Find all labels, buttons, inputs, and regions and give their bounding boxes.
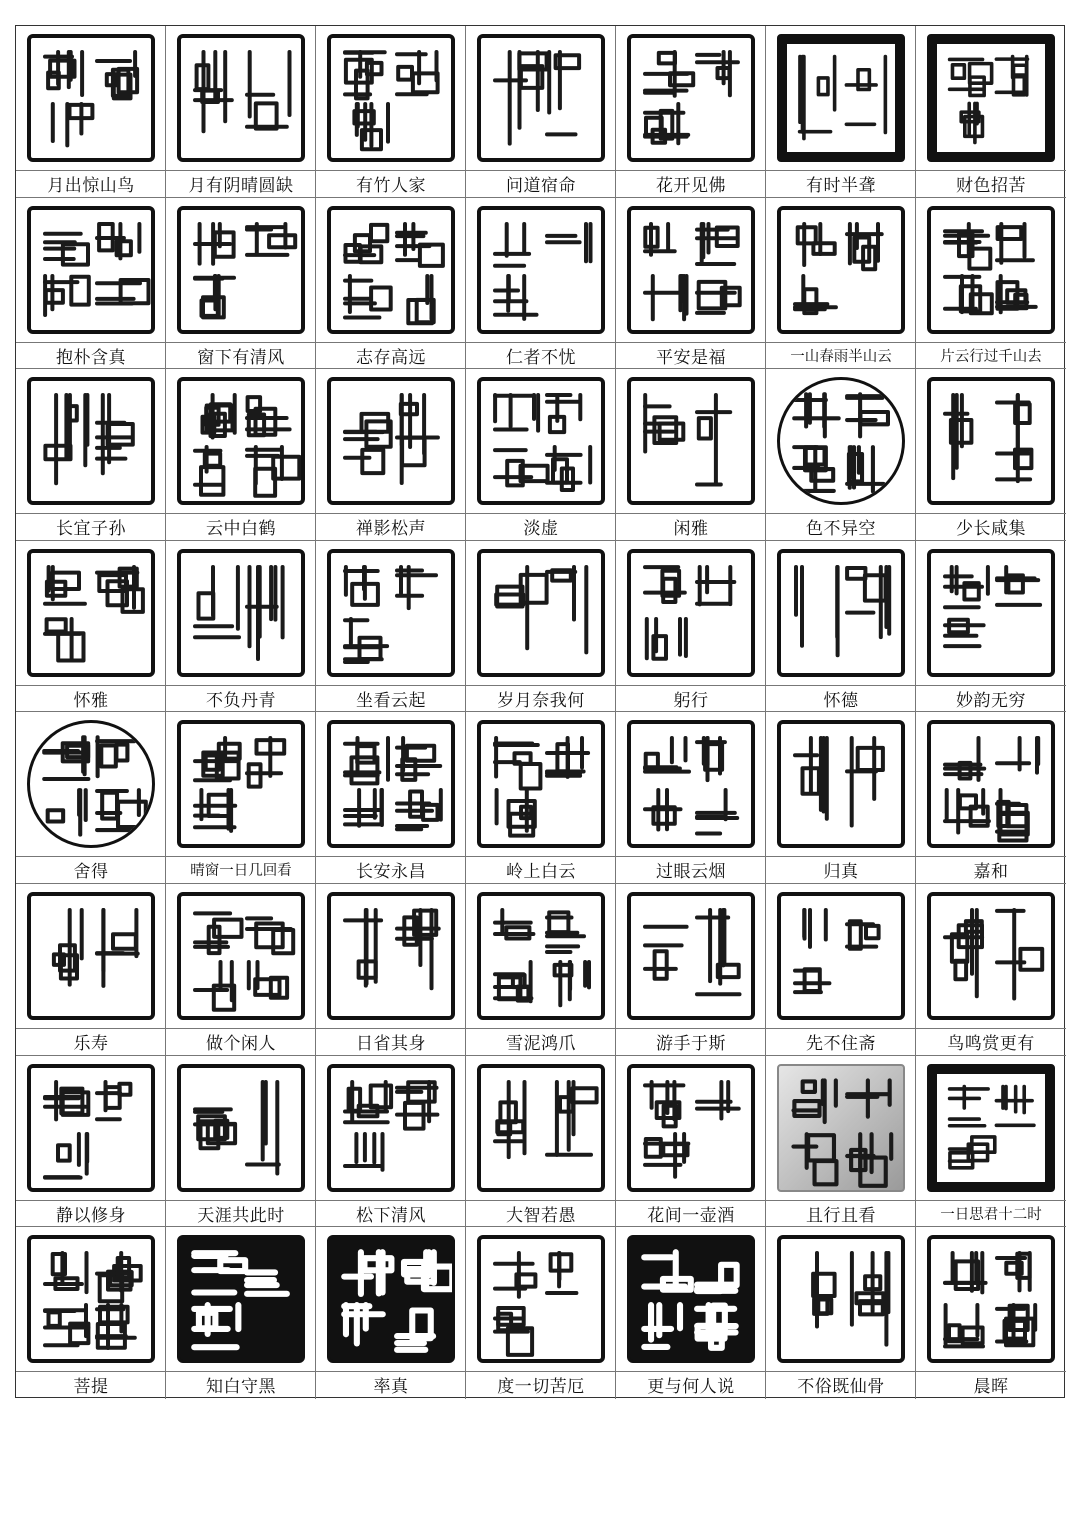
seal-cell [616, 884, 766, 1056]
seal-cell [466, 198, 616, 370]
seal-caption: 片云行过千山去 [940, 348, 1042, 365]
seal-stamp-image [477, 377, 605, 505]
seal-script-glyphs [481, 381, 601, 501]
seal-cell [166, 369, 316, 541]
seal-script-glyphs [931, 1239, 1051, 1359]
seal-image-area [766, 369, 916, 514]
seal-cell [616, 1056, 766, 1228]
seal-cell [316, 884, 466, 1056]
seal-image-area [16, 712, 166, 857]
seal-image-area [316, 369, 466, 514]
seal-script-glyphs [181, 1068, 301, 1188]
seal-image-area [466, 712, 616, 857]
seal-stamp-image [327, 549, 455, 677]
seal-cell [16, 26, 166, 198]
seal-caption: 怀德 [823, 690, 859, 711]
seal-cell [616, 26, 766, 198]
seal-script-glyphs [931, 724, 1051, 844]
seal-image-area [166, 369, 316, 514]
seal-stamp-image [27, 206, 155, 334]
seal-image-area [616, 541, 766, 686]
seal-cell [16, 1227, 166, 1399]
seal-script-glyphs [781, 553, 901, 673]
seal-caption: 岁月奈我何 [497, 690, 585, 711]
seal-stamp-image [927, 720, 1055, 848]
seal-script-glyphs [781, 210, 901, 330]
seal-caption: 且行且看 [806, 1205, 876, 1226]
seal-stamp-image [27, 720, 155, 848]
seal-image-area [766, 1056, 916, 1201]
seal-stamp-image [927, 1064, 1055, 1192]
seal-cell [166, 26, 316, 198]
seal-caption: 淡虚 [523, 519, 559, 540]
seal-stamp-image [627, 206, 755, 334]
seal-caption: 长宜子孙 [56, 519, 126, 540]
seal-stamp-image [177, 892, 305, 1020]
seal-stamp-image [627, 892, 755, 1020]
seal-cell [916, 369, 1066, 541]
seal-image-area [616, 1227, 766, 1372]
seal-script-glyphs [937, 44, 1045, 152]
seal-stamp-image [177, 377, 305, 505]
seal-cell [916, 198, 1066, 370]
seal-caption: 大智若愚 [506, 1205, 576, 1226]
seal-stamp-image [327, 34, 455, 162]
seal-caption: 色不异空 [806, 519, 876, 540]
seal-caption: 天涯共此时 [197, 1205, 285, 1226]
seal-cell [466, 712, 616, 884]
seal-cell [466, 1056, 616, 1228]
seal-stamp-image [927, 892, 1055, 1020]
seal-script-glyphs [31, 896, 151, 1016]
seal-caption: 妙韵无穷 [956, 690, 1026, 711]
seal-image-area [766, 884, 916, 1029]
seal-caption: 坐看云起 [356, 690, 426, 711]
seal-caption: 过眼云烟 [656, 862, 726, 883]
seal-stamp-image [27, 1064, 155, 1192]
seal-image-area [16, 198, 166, 343]
seal-stamp-image [777, 549, 905, 677]
seal-caption: 知白守黑 [206, 1377, 276, 1398]
seal-cell [466, 1227, 616, 1399]
seal-caption: 晴窗一日几回看 [190, 863, 292, 880]
seal-stamp-image [777, 720, 905, 848]
seal-script-glyphs [481, 553, 601, 673]
seal-caption: 月有阴晴圆缺 [188, 176, 294, 196]
seal-image-area [316, 1056, 466, 1201]
seal-script-glyphs [181, 896, 301, 1016]
seal-script-glyphs [31, 1068, 151, 1188]
seal-stamp-image [27, 34, 155, 162]
seal-script-glyphs [931, 381, 1051, 501]
seal-stamp-image [27, 377, 155, 505]
seal-script-glyphs [781, 1239, 901, 1359]
seal-image-area [466, 198, 616, 343]
seal-cell [916, 1227, 1066, 1399]
seal-stamp-image [477, 1064, 605, 1192]
seal-stamp-image [477, 892, 605, 1020]
seal-image-area [616, 884, 766, 1029]
seal-caption: 日省其身 [356, 1034, 426, 1054]
seal-cell [316, 541, 466, 713]
seal-script-glyphs [331, 381, 451, 501]
seal-script-glyphs [481, 210, 601, 330]
seal-image-area [916, 1227, 1066, 1372]
seal-stamp-image [627, 720, 755, 848]
seal-script-glyphs [331, 553, 451, 673]
seal-stamp-image [927, 206, 1055, 334]
seal-image-area [166, 884, 316, 1029]
seal-image-area [916, 712, 1066, 857]
seal-cell [766, 712, 916, 884]
seal-image-area [316, 541, 466, 686]
seal-caption: 静以修身 [56, 1205, 126, 1226]
seal-stamp-image [777, 1064, 905, 1192]
seal-image-area [466, 1056, 616, 1201]
seal-stamp-image [927, 34, 1055, 162]
seal-cell [616, 712, 766, 884]
seal-script-glyphs [331, 724, 451, 844]
seal-stamp-image [627, 34, 755, 162]
seal-caption: 花开见佛 [656, 176, 726, 196]
seal-cell [16, 884, 166, 1056]
seal-stamp-image [327, 720, 455, 848]
seal-image-area [166, 26, 316, 171]
seal-caption: 怀雅 [73, 690, 109, 711]
seal-caption: 志存高远 [356, 347, 426, 368]
seal-cell [316, 26, 466, 198]
seal-image-area [616, 712, 766, 857]
seal-stamp-image [177, 206, 305, 334]
seal-cell [916, 26, 1066, 198]
seal-script-glyphs [181, 724, 301, 844]
seal-cell [166, 198, 316, 370]
seal-cell [316, 712, 466, 884]
seal-stamp-image [777, 377, 905, 505]
seal-image-area [166, 198, 316, 343]
seal-cell [916, 1056, 1066, 1228]
seal-stamp-image [777, 206, 905, 334]
seal-script-glyphs [330, 1238, 452, 1360]
seal-image-area [766, 1227, 916, 1372]
seal-image-area [616, 26, 766, 171]
seal-image-area [616, 369, 766, 514]
seal-caption: 松下清风 [356, 1205, 426, 1226]
seal-caption: 晨晖 [973, 1377, 1009, 1398]
seal-script-glyphs [31, 553, 151, 673]
seal-stamp-image [177, 549, 305, 677]
seal-script-glyphs [631, 553, 751, 673]
seal-script-glyphs [481, 38, 601, 158]
seal-image-area [766, 26, 916, 171]
seal-catalog-sheet [15, 25, 1065, 1398]
seal-script-glyphs [631, 210, 751, 330]
seal-script-glyphs [481, 896, 601, 1016]
seal-caption: 闲雅 [673, 519, 709, 540]
seal-script-glyphs [31, 210, 151, 330]
seal-stamp-image [327, 1235, 455, 1363]
seal-image-area [916, 198, 1066, 343]
seal-cell [916, 712, 1066, 884]
seal-image-area [466, 1227, 616, 1372]
seal-script-glyphs [181, 210, 301, 330]
seal-caption: 少长咸集 [956, 519, 1026, 540]
seal-stamp-image [327, 206, 455, 334]
seal-caption: 抱朴含真 [56, 347, 126, 368]
seal-caption: 岭上白云 [506, 862, 576, 883]
seal-cell [766, 1227, 916, 1399]
seal-stamp-image [477, 720, 605, 848]
seal-image-area [316, 1227, 466, 1372]
seal-stamp-image [27, 549, 155, 677]
seal-cell [766, 884, 916, 1056]
seal-script-glyphs [780, 380, 902, 502]
seal-image-area [316, 712, 466, 857]
seal-image-area [766, 198, 916, 343]
seal-caption: 有竹人家 [356, 176, 426, 196]
seal-cell [616, 369, 766, 541]
seal-cell [316, 1056, 466, 1228]
seal-caption: 乐寿 [73, 1034, 109, 1054]
seal-stamp-image [477, 549, 605, 677]
seal-caption: 云中白鹤 [206, 519, 276, 540]
seal-caption: 游手于斯 [656, 1034, 726, 1054]
seal-script-glyphs [631, 381, 751, 501]
seal-image-area [16, 884, 166, 1029]
seal-caption: 长安永昌 [356, 862, 426, 883]
seal-script-glyphs [631, 724, 751, 844]
seal-script-glyphs [481, 724, 601, 844]
seal-caption: 财色招苦 [956, 176, 1026, 196]
seal-image-area [466, 369, 616, 514]
seal-cell [766, 1056, 916, 1228]
seal-image-area [916, 884, 1066, 1029]
seal-caption: 花间一壶酒 [647, 1205, 735, 1226]
seal-stamp-image [27, 892, 155, 1020]
seal-stamp-image [477, 206, 605, 334]
seal-stamp-image [927, 549, 1055, 677]
seal-cell [916, 541, 1066, 713]
seal-stamp-image [627, 1064, 755, 1192]
seal-image-area [166, 1056, 316, 1201]
seal-image-area [166, 712, 316, 857]
seal-cell [166, 541, 316, 713]
seal-stamp-image [327, 377, 455, 505]
seal-caption: 鸟鸣赏更有 [947, 1034, 1035, 1054]
seal-caption: 菩提 [73, 1377, 109, 1398]
seal-cell [16, 369, 166, 541]
seal-script-glyphs [779, 1066, 903, 1190]
seal-stamp-image [327, 1064, 455, 1192]
seal-image-area [916, 26, 1066, 171]
seal-stamp-image [777, 1235, 905, 1363]
seal-stamp-image [27, 1235, 155, 1363]
seal-stamp-image [927, 1235, 1055, 1363]
seal-script-glyphs [31, 381, 151, 501]
seal-caption: 一山春雨半山云 [790, 348, 892, 365]
seal-script-glyphs [31, 1239, 151, 1359]
seal-stamp-image [177, 1235, 305, 1363]
seal-cell [166, 1056, 316, 1228]
seal-stamp-image [627, 1235, 755, 1363]
seal-caption: 月出惊山鸟 [47, 176, 135, 196]
seal-caption: 仁者不忧 [506, 347, 576, 368]
seal-script-glyphs [481, 1239, 601, 1359]
seal-script-glyphs [181, 553, 301, 673]
seal-stamp-image [177, 720, 305, 848]
seal-cell [916, 884, 1066, 1056]
seal-image-area [916, 1056, 1066, 1201]
seal-caption: 有时半聋 [806, 176, 876, 196]
seal-image-area [166, 541, 316, 686]
seal-script-glyphs [481, 1068, 601, 1188]
seal-caption: 不俗既仙骨 [797, 1377, 885, 1398]
seal-cell [16, 198, 166, 370]
seal-cell [466, 541, 616, 713]
seal-image-area [466, 884, 616, 1029]
seal-cell [466, 369, 616, 541]
seal-caption: 率真 [373, 1377, 409, 1398]
seal-caption: 问道宿命 [506, 176, 576, 196]
seal-image-area [16, 1056, 166, 1201]
seal-cell [166, 884, 316, 1056]
seal-caption: 雪泥鸿爪 [506, 1034, 576, 1054]
seal-image-area [616, 1056, 766, 1201]
seal-caption: 舍得 [73, 862, 109, 883]
seal-cell [616, 1227, 766, 1399]
seal-stamp-image [177, 34, 305, 162]
seal-script-glyphs [631, 1068, 751, 1188]
seal-stamp-image [477, 1235, 605, 1363]
seal-script-glyphs [180, 1238, 302, 1360]
seal-script-glyphs [787, 44, 895, 152]
seal-script-glyphs [630, 1238, 752, 1360]
seal-image-area [916, 541, 1066, 686]
seal-stamp-image [627, 549, 755, 677]
seal-caption: 归真 [823, 862, 859, 883]
seal-script-glyphs [631, 896, 751, 1016]
seal-image-area [16, 541, 166, 686]
seal-script-glyphs [631, 38, 751, 158]
seal-cell [166, 1227, 316, 1399]
seal-stamp-image [177, 1064, 305, 1192]
seal-script-glyphs [331, 210, 451, 330]
seal-caption: 平安是福 [656, 347, 726, 368]
seal-script-glyphs [331, 1068, 451, 1188]
seal-image-area [16, 369, 166, 514]
seal-cell [616, 198, 766, 370]
seal-image-area [766, 712, 916, 857]
seal-script-glyphs [931, 553, 1051, 673]
seal-script-glyphs [331, 38, 451, 158]
seal-cell [316, 198, 466, 370]
seal-caption: 躬行 [673, 690, 709, 711]
seal-image-area [16, 1227, 166, 1372]
seal-caption: 不负丹青 [206, 690, 276, 711]
seal-script-glyphs [931, 896, 1051, 1016]
seal-image-area [316, 884, 466, 1029]
seal-image-area [16, 26, 166, 171]
seal-cell [166, 712, 316, 884]
seal-caption: 嘉和 [973, 862, 1009, 883]
seal-caption: 禅影松声 [356, 519, 426, 540]
seal-stamp-image [777, 34, 905, 162]
seal-stamp-image [777, 892, 905, 1020]
seal-cell [466, 26, 616, 198]
seal-script-glyphs [30, 723, 152, 845]
seal-stamp-image [627, 377, 755, 505]
seal-stamp-image [927, 377, 1055, 505]
seal-cell [766, 541, 916, 713]
seal-caption: 一日思君十二时 [940, 1206, 1042, 1223]
seal-cell [616, 541, 766, 713]
seal-caption: 先不住斋 [806, 1034, 876, 1054]
seal-cell [766, 369, 916, 541]
seal-stamp-image [327, 892, 455, 1020]
seal-cell [316, 369, 466, 541]
seal-cell [766, 26, 916, 198]
seal-stamp-image [477, 34, 605, 162]
seal-script-glyphs [31, 38, 151, 158]
seal-caption: 做个闲人 [206, 1034, 276, 1054]
seal-script-glyphs [181, 381, 301, 501]
seal-script-glyphs [181, 38, 301, 158]
seal-caption: 度一切苦厄 [497, 1377, 585, 1398]
seal-script-glyphs [931, 210, 1051, 330]
seal-caption: 窗下有清风 [197, 347, 285, 368]
seal-cell [16, 541, 166, 713]
seal-image-area [616, 198, 766, 343]
seal-image-area [916, 369, 1066, 514]
seal-cell [766, 198, 916, 370]
seal-cell [16, 1056, 166, 1228]
seal-image-area [316, 26, 466, 171]
seal-script-glyphs [331, 896, 451, 1016]
seal-cell [466, 884, 616, 1056]
seal-cell [16, 712, 166, 884]
seal-caption: 更与何人说 [647, 1377, 735, 1398]
seal-image-area [766, 541, 916, 686]
seal-image-area [166, 1227, 316, 1372]
seal-script-glyphs [781, 896, 901, 1016]
seal-image-area [466, 26, 616, 171]
seal-script-glyphs [781, 724, 901, 844]
seal-image-area [466, 541, 616, 686]
seal-image-area [316, 198, 466, 343]
seal-script-glyphs [937, 1074, 1045, 1182]
seal-cell [316, 1227, 466, 1399]
